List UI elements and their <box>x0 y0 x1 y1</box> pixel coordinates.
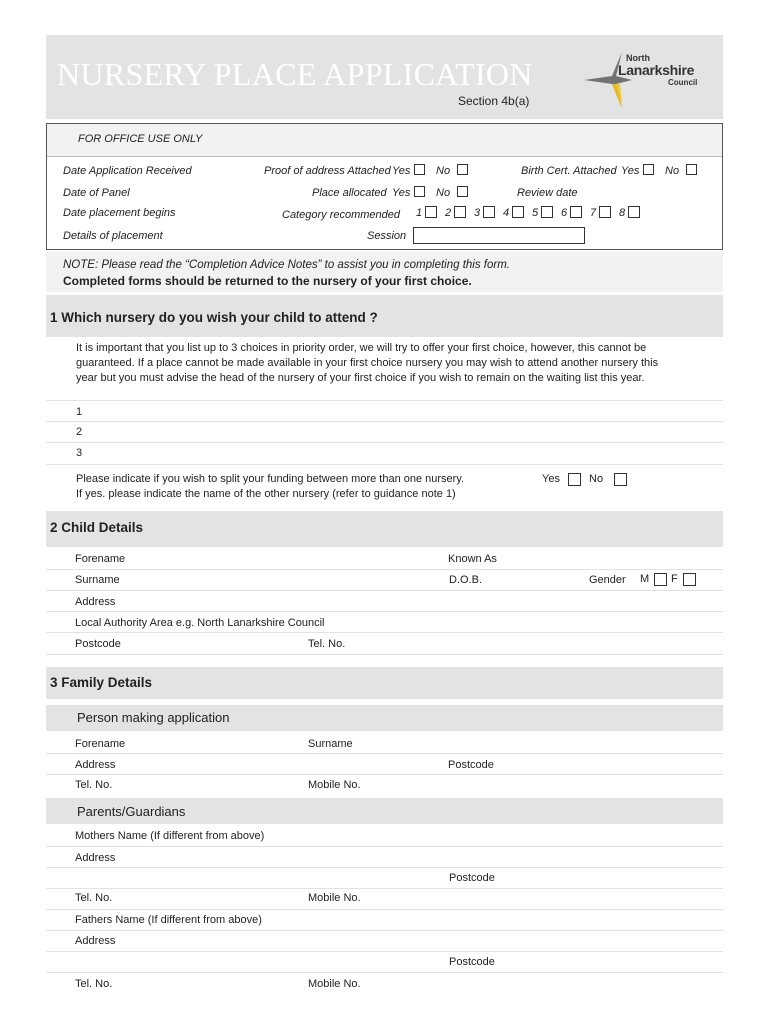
section1-para1: It is important that you list up to 3 choices in priority order, we will try to offer your first choice, however, this cannot be <box>76 342 647 354</box>
child-tel-label: Tel. No. <box>308 638 346 650</box>
person-tel-label: Tel. No. <box>75 779 113 791</box>
session-input[interactable] <box>413 227 585 244</box>
father-mobile-label: Mobile No. <box>308 978 361 990</box>
date-received-label: Date Application Received <box>63 165 192 177</box>
note-line2: Completed forms should be returned to the nursery of your first choice. <box>63 274 472 288</box>
local-authority-label: Local Authority Area e.g. North Lanarkshire Council <box>75 617 325 629</box>
section3-divider-b <box>46 774 723 775</box>
child-forename-label: Forename <box>75 553 126 565</box>
logo-line3: Council <box>668 78 698 87</box>
section3-divider-i <box>46 972 723 973</box>
category-6-label: 6 <box>561 207 568 219</box>
child-address-label: Address <box>75 596 116 608</box>
father-address-label: Address <box>75 935 116 947</box>
review-date-label: Review date <box>517 187 578 199</box>
section1-para3: year but you must advise the head of the nursery of your first choice if you wish to remain on the waiting list this year. <box>76 372 645 384</box>
birth-yes-checkbox[interactable] <box>643 164 654 175</box>
section3-divider-h <box>46 951 723 952</box>
category-2-label: 2 <box>445 207 452 219</box>
choice-2-label: 2 <box>76 426 83 438</box>
section1-divider-a <box>46 400 723 401</box>
place-allocated-label: Place allocated <box>312 187 387 199</box>
section-label: Section 4b(a) <box>458 94 530 108</box>
logo-line1: North <box>626 53 650 63</box>
section1-divider-b <box>46 421 723 422</box>
split-yes-checkbox[interactable] <box>568 473 581 486</box>
proof-address-label: Proof of address Attached <box>264 165 391 177</box>
birth-no-label: No <box>665 165 680 177</box>
person-address-label: Address <box>75 759 116 771</box>
section2-divider-d <box>46 632 723 633</box>
choice-1-label: 1 <box>76 406 83 418</box>
section2-divider-e <box>46 654 723 655</box>
place-yes-checkbox[interactable] <box>414 186 425 197</box>
proof-yes-checkbox[interactable] <box>414 164 425 175</box>
place-no-label: No <box>436 187 451 199</box>
category-8-label: 8 <box>619 207 626 219</box>
section1-divider-d <box>46 464 723 465</box>
birth-cert-label: Birth Cert. Attached <box>521 165 617 177</box>
page-title: NURSERY PLACE APPLICATION <box>57 56 533 92</box>
parents-heading: Parents/Guardians <box>77 804 186 819</box>
category-8-checkbox[interactable] <box>628 206 640 218</box>
category-6-checkbox[interactable] <box>570 206 582 218</box>
section3-divider-d <box>46 867 723 868</box>
date-panel-label: Date of Panel <box>63 187 130 199</box>
category-label: Category recommended <box>282 209 401 221</box>
category-7-checkbox[interactable] <box>599 206 611 218</box>
person-mobile-label: Mobile No. <box>308 779 361 791</box>
birth-no-checkbox[interactable] <box>686 164 697 175</box>
child-postcode-label: Postcode <box>75 638 121 650</box>
gender-f-checkbox[interactable] <box>683 573 696 586</box>
birth-yes-label: Yes <box>621 165 640 177</box>
category-5-label: 5 <box>532 207 539 219</box>
mother-postcode-label: Postcode <box>449 872 495 884</box>
place-no-checkbox[interactable] <box>457 186 468 197</box>
category-1-checkbox[interactable] <box>425 206 437 218</box>
fathers-name-label: Fathers Name (If different from above) <box>75 914 262 926</box>
section2-band <box>46 511 723 547</box>
split-funding-line2: If yes. please indicate the name of the other nursery (refer to guidance note 1) <box>76 488 456 500</box>
section2-title: 2 Child Details <box>50 520 144 535</box>
proof-no-label: No <box>436 165 451 177</box>
father-tel-label: Tel. No. <box>75 978 113 990</box>
category-4-label: 4 <box>503 207 510 219</box>
child-gender-label: Gender <box>589 574 626 586</box>
category-3-checkbox[interactable] <box>483 206 495 218</box>
section3-divider-c <box>46 846 723 847</box>
session-label: Session <box>367 230 407 242</box>
office-heading: FOR OFFICE USE ONLY <box>78 133 203 145</box>
office-divider <box>47 156 722 157</box>
split-funding-line1: Please indicate if you wish to split your funding between more than one nursery. <box>76 473 465 485</box>
gender-m-label: M <box>640 573 650 585</box>
child-surname-label: Surname <box>75 574 120 586</box>
category-checkboxes <box>416 206 646 220</box>
section3-divider-a <box>46 753 723 754</box>
gender-f-label: F <box>671 573 678 585</box>
choice-3-label: 3 <box>76 447 83 459</box>
category-1-label: 1 <box>416 207 423 219</box>
section1-title: 1 Which nursery do you wish your child to attend ? <box>50 310 378 325</box>
mother-tel-label: Tel. No. <box>75 892 113 904</box>
person-postcode-label: Postcode <box>448 759 494 771</box>
section3-divider-e <box>46 888 723 889</box>
split-no-label: No <box>589 473 604 485</box>
child-known-as-label: Known As <box>448 553 497 565</box>
split-yes-label: Yes <box>542 473 560 485</box>
date-begins-label: Date placement begins <box>63 207 176 219</box>
section2-divider-c <box>46 611 723 612</box>
details-placement-label: Details of placement <box>63 230 163 242</box>
place-yes-label: Yes <box>392 187 411 199</box>
person-heading: Person making application <box>77 710 230 725</box>
category-5-checkbox[interactable] <box>541 206 553 218</box>
proof-yes-label: Yes <box>392 165 411 177</box>
category-4-checkbox[interactable] <box>512 206 524 218</box>
section3-divider-f <box>46 909 723 910</box>
child-dob-label: D.O.B. <box>449 574 483 586</box>
mothers-name-label: Mothers Name (If different from above) <box>75 830 265 842</box>
logo-line2: Lanarkshire <box>618 62 695 78</box>
section3-title: 3 Family Details <box>50 675 153 690</box>
proof-no-checkbox[interactable] <box>457 164 468 175</box>
note-line1: NOTE: Please read the “Completion Advice Notes” to assist you in completing this form. <box>63 259 510 271</box>
section2-divider-a <box>46 569 723 570</box>
split-no-checkbox[interactable] <box>614 473 627 486</box>
category-2-checkbox[interactable] <box>454 206 466 218</box>
council-logo <box>582 50 702 110</box>
category-3-label: 3 <box>474 207 481 219</box>
section1-para2: guaranteed. If a place cannot be made available in your first choice nursery you may wish to attend another nursery this <box>76 357 659 369</box>
father-postcode-label: Postcode <box>449 956 495 968</box>
section3-divider-g <box>46 930 723 931</box>
person-forename-label: Forename <box>75 738 126 750</box>
person-surname-label: Surname <box>308 738 353 750</box>
category-7-label: 7 <box>590 207 597 219</box>
mother-address-label: Address <box>75 852 116 864</box>
gender-m-checkbox[interactable] <box>654 573 667 586</box>
mother-mobile-label: Mobile No. <box>308 892 361 904</box>
section2-divider-b <box>46 590 723 591</box>
section1-divider-c <box>46 442 723 443</box>
